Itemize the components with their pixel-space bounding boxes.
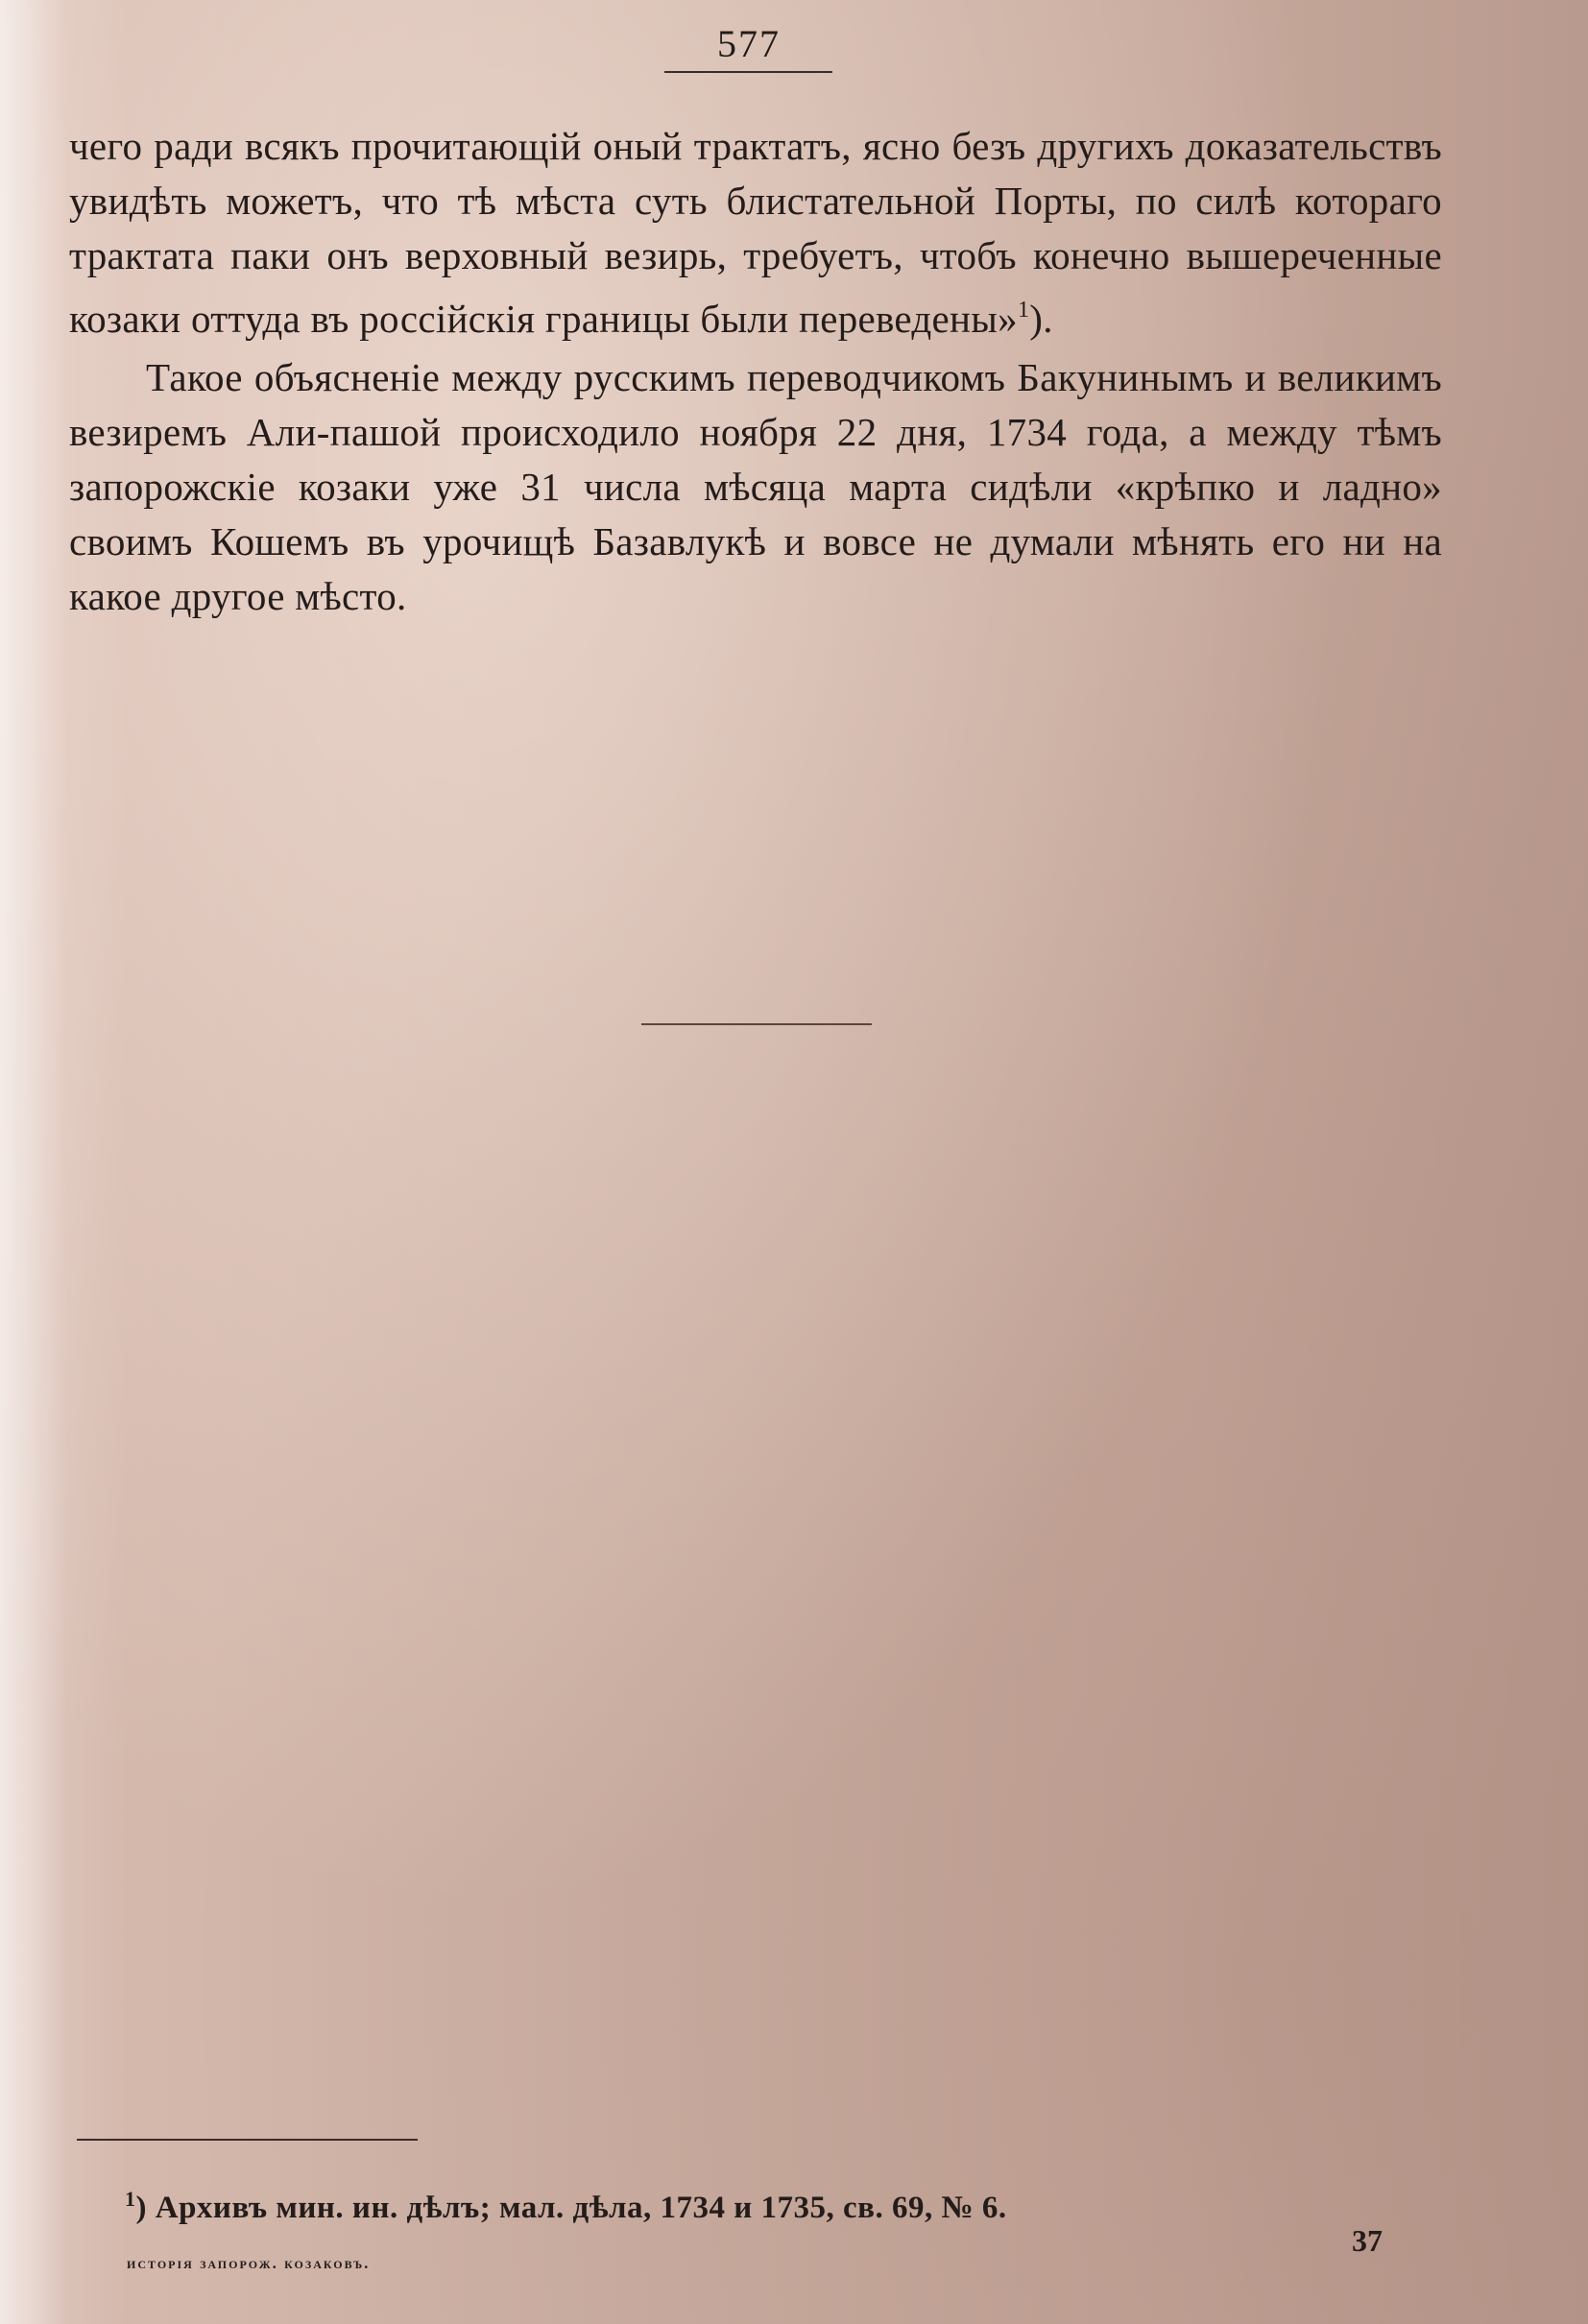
footnote-mark: 1 [125,2187,136,2211]
paragraph-1-text: чего ради всякъ прочитающій оный трактатъ, ясно безъ другихъ доказательствъ увидѣть можетъ, что тѣ мѣста суть блистательной Порты, по силѣ котораго трактата паки онъ верховный везирь, требуетъ, чтобъ конечно вышереченные козаки оттуда въ россійскія границы были переведены» [69,124,1442,341]
printer-signature: исторія запорож. козаковъ. [127,2254,371,2272]
page-number-underline [664,71,832,73]
footnote-text: ) Архивъ мин. ин. дѣлъ; мал. дѣла, 1734 и 1735, св. 69, № 6. [135,2191,1007,2225]
footnote [125,2177,1373,2230]
footnote-reference: 1 [1017,298,1030,323]
paragraph-1 [69,119,1442,347]
sheet-number: 37 [1352,2223,1383,2258]
page-number: 577 [717,22,781,65]
body-text [69,119,1442,624]
paragraph-1-tail: ). [1029,297,1053,341]
section-separator [641,1023,872,1025]
footnote-rule [77,2139,418,2141]
paragraph-2: Такое объясненіе между русскимъ переводчикомъ Бакунинымъ и великимъ везиремъ Али-пашой происходило ноября 22 дня, 1734 года, а между тѣмъ запорожскіе козаки уже 31 числа мѣсяца марта сидѣли «крѣпко и ладно» своимъ Кошемъ въ урочищѣ Базавлукѣ и вовсе не думали мѣнять его ни на какое другое мѣсто. [69,355,1442,618]
